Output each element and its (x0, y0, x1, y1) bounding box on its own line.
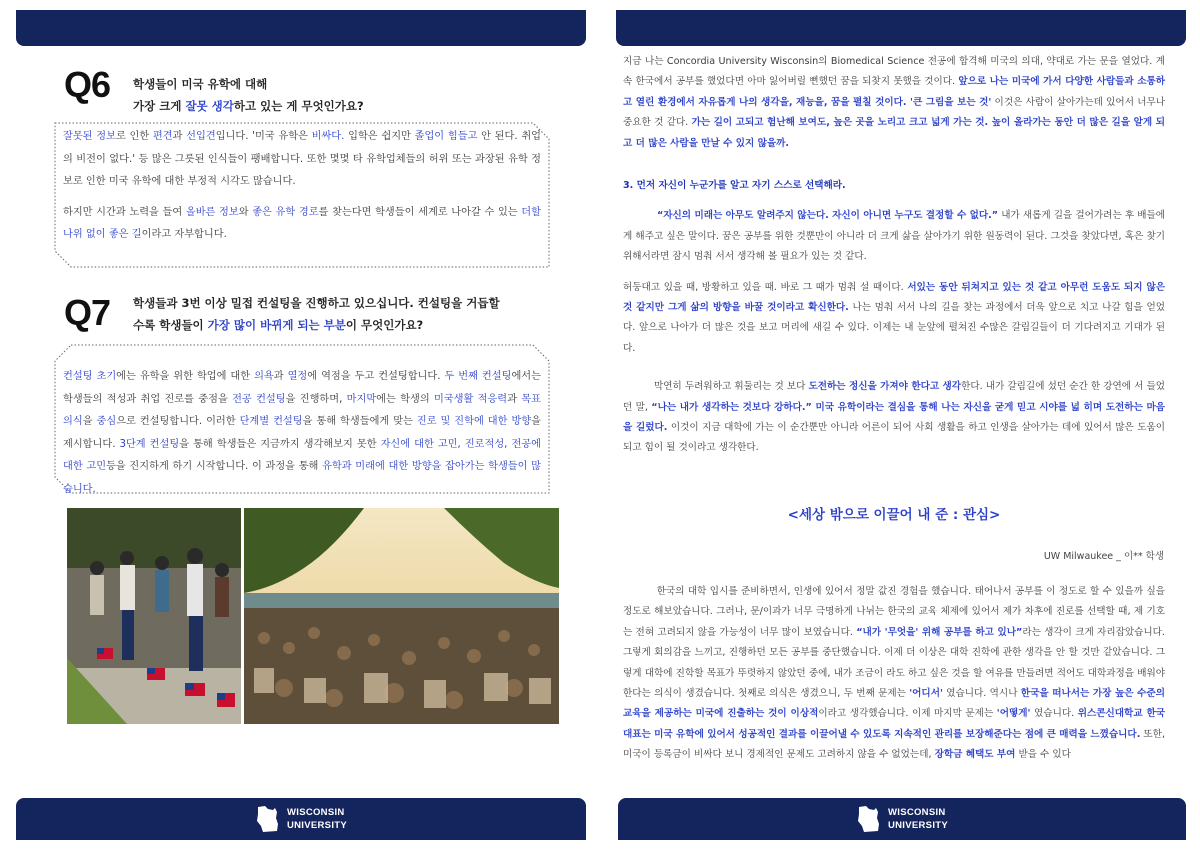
highlighted-phrase: 단계별 컨설팅 (239, 416, 303, 427)
q6-title-line1: 학생들이 미국 유학에 대해 (133, 77, 268, 91)
right-section3 (623, 176, 1165, 469)
text-run: 에서는 학생들의 적성과 취업 진로를 중점을 (63, 371, 541, 405)
bold-highlight: 장학금 혜택도 부여 (934, 749, 1016, 761)
section3-p1 (623, 206, 1165, 267)
section3-p3 (623, 377, 1165, 459)
text-run: 으로 컨설팅합니다. 이러한 (116, 416, 240, 427)
text-run: 받을 수 있다 (1015, 749, 1071, 761)
q6-answer-p2 (63, 202, 541, 247)
logo-line2: UNIVERSITY (286, 820, 347, 831)
wisconsin-university-logo-right (856, 804, 948, 834)
highlighted-phrase: 목표 의식 (63, 393, 541, 427)
highlighted-phrase: 올바른 정보 (185, 206, 239, 218)
text-run: 로 인한 (115, 131, 153, 142)
text-run: 안 된다. 취업의 비전이 없다.' 등 많은 그릇된 인식들이 팽배합니다. 또한 몇몇 타 유학업체들의 허위 또는 과장된 유학 정보로 인한 미국 유학에 대한 부정적 시각도 많습니다. (63, 131, 541, 187)
right-header-bar (616, 10, 1186, 46)
text-run: 와 (238, 206, 253, 218)
text-run: 이라고 자부합니다. (141, 229, 227, 240)
q7-title (133, 292, 553, 336)
section3-p2 (623, 278, 1165, 360)
story-byline: UW Milwaukee _ 이** 학생 (1043, 551, 1164, 562)
q6-title-line2: 가장 크게 잘못 생각하고 있는 게 무엇인가요? (133, 99, 364, 113)
text-run: 에는 학생의 (376, 393, 434, 405)
highlighted-phrase: 전공 컨설팅 (232, 393, 286, 405)
logo-line1-right: WISCONSIN (887, 807, 946, 818)
text-run: 등을 진지하게 하기 시작합니다. 이 과정을 통해 (106, 461, 323, 472)
bold-highlight: '어떻게' (996, 708, 1031, 720)
bold-highlight: “나는 내가 생각하는 것보다 강하다.” 미국 유학이라는 결심을 통해 나는 자신을 굳게 믿고 시야를 넓 히며 도전하는 마음을 길렀다. (623, 401, 1166, 434)
text-run: 입학은 쉽지만 (344, 131, 415, 142)
left-footer-bar (16, 798, 586, 840)
highlighted-phrase: 비싸다. (311, 131, 345, 142)
story-p1 (623, 582, 1165, 766)
text-run: 을 진행하며, (285, 393, 347, 405)
text-run: 한다. 내가 갈림길에 섰던 순간 한 강연에 서 들었던 말, (623, 381, 1166, 413)
text-run: 또한, 미국이 등록금이 비싸다 보니 경제적인 문제도 고려하지 않을 수 없었는데, (623, 728, 1165, 761)
text-run: 이것이 지금 대학에 가는 이 순간뿐만 아니라 어른이 되어 사회 생활을 하고 인생을 살아가는 데에 있어서 많은 도움이 되고 힘이 될 것이라고 생각한다. (623, 422, 1165, 454)
text-run: 한국의 대학 입시를 준비하면서, 인생에 있어서 정말 값진 경험을 했습니다. 태어나서 공부를 이 정도로 할 수 있을까 싶을 정도로 해보았습니다. 그러나, 문/이과가 너무 극명하게 나뉘는 한국의 교육 체제에 있어서 제가 차후에 진로를 선택할 때, 제 기호는 전혀 고려되지 않을 가능성이 너무 많이 보였습니다. (623, 586, 1165, 638)
text-run: 을 통해 학생들에게 맞는 (302, 416, 417, 427)
story-body (623, 582, 1165, 776)
text-run: 라는 생각이 크게 자리잡았습니다. 그렇게 회의감을 느끼고, 진행하던 모든 공부를 중단했습니다. 이제 더 이상은 대학 진학에 관한 생각을 안 할 것만 같았습니다. 그렇게 대학에 진학할 목표가 뚜렷하지 않았던 중에, 내가 조금이 라도 하고 싶은 것을 할 여유를 만들려면 적어도 대학과정을 배워야 한다는 의식이 생겼습니다. 첫째로 의식은 생겼으니, 두 번째 문제는 (623, 626, 1165, 700)
text-run: 이것은 사람이 살아가는데 있어서 너무나 중요한 것 같다. (623, 96, 1165, 129)
text-run: 허둥대고 있을 때, 방황하고 있을 때. 바로 그 때가 멈춰 설 때이다. (623, 281, 908, 293)
text-run: 였습니다. (1030, 708, 1078, 720)
highlighted-phrase: 의욕 (254, 371, 274, 382)
q7-answer-p1 (63, 366, 541, 501)
section3-heading: 3. 먼저 자신이 누군가를 알고 자기 스스로 선택해라. (623, 180, 846, 191)
text-run: 를 찾는다면 학생들이 세계로 나아갈 수 있는 (318, 206, 522, 218)
right-intro-text (623, 52, 1165, 164)
bold-highlight: 한국을 떠나서는 가장 높은 수준의 교육을 제공하는 미국에 진출하는 것이 이상적 (623, 688, 1165, 720)
text-run: 입니다. '미국 유학은 (215, 131, 312, 142)
highlighted-phrase: 더할 나위 없이 좋은 길 (63, 206, 541, 240)
text-run: 에는 유학을 위한 학업에 대한 (116, 371, 255, 382)
story-section-title: <세상 밖으로 이끌어 내 준 : 관심> (787, 507, 1001, 523)
bold-highlight: 앞으로 나는 미국에 가서 다양한 사람들과 소통하고 열린 환경에서 자유롭게 나의 생각을, 재능을, 꿈을 펼칠 것이다. '큰 그림을 보는 것' (623, 76, 1165, 108)
left-header-bar (16, 10, 586, 46)
highlighted-phrase: 유학과 미래에 대한 방향을 잡아가는 학생들이 많습니다. (63, 461, 542, 495)
text-run: 을 통해 학생들은 지금까지 생각해보지 못한 (179, 438, 381, 450)
highlighted-phrase: 열정 (287, 371, 308, 382)
wisconsin-state-icon-right (856, 804, 882, 834)
bold-highlight: “내가 '무엇을' 위해 공부를 하고 있나” (856, 626, 1023, 638)
highlighted-phrase: 두 번째 컨설팅 (444, 371, 512, 382)
wisconsin-state-icon (255, 804, 281, 834)
bold-highlight: 서있는 동안 뒤쳐지고 있는 것 같고 아무런 도움도 되지 않은 것 같지만 그게 삶의 방향을 바꿀 것이라고 확신한다. (623, 281, 1166, 314)
bold-highlight: 위스콘신대학교 한국대표는 미국 유학에 있어서 성공적인 결과를 이끌어낼 수 있도록 지속적인 관리를 보장해준다는 점에 큰 매력을 느꼈습니다. (623, 708, 1165, 740)
highlighted-phrase: 자신에 대한 고민, 진로적성, 전공에 대한 고민 (63, 438, 541, 472)
right-intro-p1 (623, 52, 1165, 154)
text-run: 내가 새롭게 길을 걸어가려는 후 배들에게 해주고 싶은 말이다. 꿈은 공부를 위한 것뿐만이 아니라 더 크게 삶을 살아가기 위한 원동력이 된다. 그것을 찾았다면, 혹은 찾기 위해서라면 잠시 멈춰 서서 생각해 볼 필요가 있는 것 같다. (623, 210, 1165, 263)
highlighted-phrase: 중심 (96, 416, 117, 427)
text-run: 과 (172, 131, 187, 142)
highlighted-phrase: 컨설팅 초기 (63, 371, 117, 382)
highlighted-phrase: 좋은 유학 경로 (252, 206, 319, 218)
photo-students-walking (67, 508, 241, 724)
q6-answer-p1 (63, 126, 541, 194)
text-run: 막연히 두려워하고 휘둘리는 것 보다 (623, 381, 809, 393)
q7-title-line2: 수록 학생들이 가장 많이 바뀌게 되는 부분이 무엇인가요? (133, 318, 424, 332)
bold-highlight: 가는 길이 고되고 험난해 보여도, 높은 곳을 노리고 크고 넓게 가는 것. 높이 올라가는 동안 더 많은 길을 알게 되고 더 많은 사람을 만날 수 있지 않을까. (623, 117, 1165, 149)
highlighted-phrase: 3단계 컨설팅 (119, 438, 180, 450)
logo-line1: WISCONSIN (286, 807, 345, 818)
q6-number: Q6 (64, 64, 111, 105)
text-run: 을 제시합니다. (63, 416, 541, 450)
highlighted-phrase: 마지막 (346, 393, 377, 405)
q7-title-line1: 학생들과 3번 이상 밀접 컨설팅을 진행하고 있으십니다. 컨설팅을 거듭할 (133, 296, 500, 310)
text-run: 을 (82, 416, 97, 427)
bold-highlight: “자신의 미래는 아무도 알려주지 않는다. 자신이 아니면 누구도 결정할 수 없다.” (623, 210, 999, 222)
q7-number: Q7 (64, 292, 111, 333)
text-run: 과 (507, 393, 522, 405)
wisconsin-university-logo (255, 804, 347, 834)
text-run: 였습니다. 역시나 (942, 688, 1021, 700)
q7-answer (63, 366, 541, 509)
bold-highlight: '어디서' (909, 688, 943, 700)
text-run: 하지만 시간과 노력을 들여 (63, 206, 186, 218)
highlighted-phrase: 편견 (152, 131, 173, 142)
text-run: 이라고 생각했습니다. 이제 마지막 문제는 (818, 708, 997, 720)
photo-outdoor-concert (244, 508, 559, 724)
text-run: 나는 멈춰 서서 나의 길을 찾는 과정에서 더욱 앞으로 치고 나갈 힘을 얻었다. 앞으로 나아가 더 많은 것을 보고 머리에 새길 수 있다. 이제는 내 눈앞에 펼쳐진 수많은 갈림길들이 더 기다려지고 기대가 된다. (623, 302, 1165, 354)
logo-line2-right: UNIVERSITY (887, 820, 948, 831)
text-run: 과 (273, 371, 288, 382)
text-run: 지금 나는 Concordia University Wisconsin의 Biomedical Science 전공에 합격해 미국의 의대, 약대로 가는 문을 열었다. 계속 한국에서 공부를 했었다면 아마 잃어버릴 뻔했던 꿈을 되찾지 못했을 것이다. (623, 56, 1165, 88)
highlighted-phrase: 진로 및 진학에 대한 방향 (416, 416, 532, 427)
q6-answer (63, 126, 541, 255)
highlighted-phrase: 선입견 (186, 131, 216, 142)
text-run: 에 역점을 두고 컨설팅합니다. (307, 371, 445, 382)
highlighted-phrase: 잘못된 정보 (63, 131, 116, 142)
highlighted-phrase: 미국생활 적응력 (433, 393, 508, 405)
bold-highlight: 도전하는 정신을 가져야 한다고 생각 (808, 381, 962, 393)
highlighted-phrase: 졸업이 힘들고 (414, 131, 478, 142)
q6-title (133, 73, 563, 117)
right-footer-bar (618, 798, 1186, 840)
